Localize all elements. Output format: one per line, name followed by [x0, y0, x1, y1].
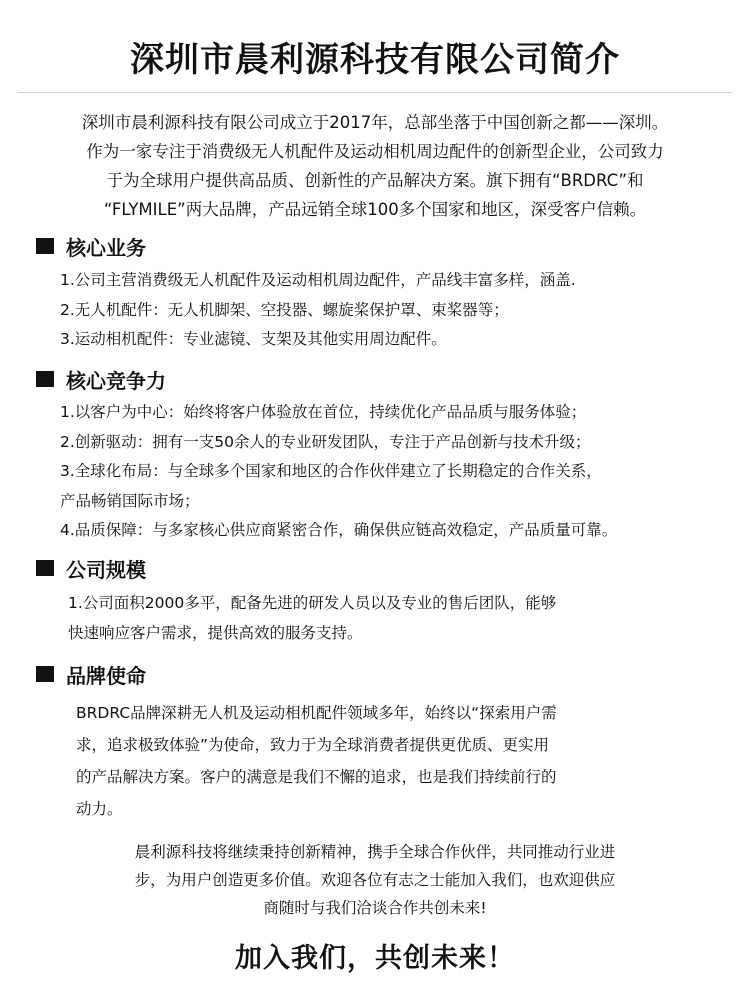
section-line: 1.公司主营消费级无人机配件及运动相机周边配件，产品线丰富多样，涵盖.	[60, 271, 576, 289]
section-line: 1.以客户为中心：始终将客户体验放在首位，持续优化产品品质与服务体验；	[60, 403, 587, 421]
section-line: 动力。	[76, 800, 123, 818]
closing-line: 商随时与我们洽谈合作共创未来!	[263, 899, 487, 917]
section-heading-brand-mission	[36, 659, 146, 689]
section-body-core-business	[60, 266, 576, 355]
section-line: BRDRC品牌深耕无人机及运动相机配件领域多年，始终以“探索用户需	[76, 704, 557, 722]
section-line: 2.无人机配件：无人机脚架、空投器、螺旋桨保护罩、束桨器等；	[60, 300, 509, 319]
square-bullet-icon	[36, 666, 54, 682]
intro-line: 深圳市晨利源科技有限公司成立于2017年，总部坐落于中国创新之都——深圳。	[81, 113, 669, 132]
section-line: 1.公司面积2000多平，配备先进的研发人员以及专业的售后团队，能够	[68, 594, 557, 612]
intro-line: 于为全球用户提供高品质、创新性的产品解决方案。旗下拥有“BRDRC”和	[106, 171, 644, 190]
section-heading-label: 公司规模	[66, 557, 146, 582]
slogan: 加入我们，共创未来！	[235, 943, 515, 974]
section-line: 4.品质保障：与多家核心供应商紧密合作，确保供应链高效稳定，产品质量可靠。	[60, 521, 618, 539]
closing-paragraph	[70, 838, 680, 922]
intro-line: 作为一家专注于消费级无人机配件及运动相机周边配件的创新型企业，公司致力	[86, 142, 664, 161]
section-heading-label: 核心竞争力	[66, 368, 166, 393]
square-bullet-icon	[36, 238, 54, 254]
section-body-brand-mission	[76, 697, 557, 825]
square-bullet-icon	[36, 371, 54, 387]
intro-line: “FLYMILE”两大品牌，产品远销全球100多个国家和地区，深受客户信赖。	[103, 200, 647, 219]
section-line: 产品畅销国际市场；	[60, 491, 200, 510]
section-line: 3.运动相机配件：专业滤镜、支架及其他实用周边配件。	[60, 330, 447, 348]
section-line: 的产品解决方案。客户的满意是我们不懈的追求，也是我们持续前行的	[76, 768, 557, 786]
section-heading-core-business	[36, 231, 146, 261]
section-line: 求，追求极致体验”为使命，致力于为全球消费者提供更优质、更实用	[76, 736, 550, 754]
square-bullet-icon	[36, 560, 54, 576]
page-title: 深圳市晨利源科技有限公司简介	[130, 40, 620, 80]
section-heading-label: 品牌使命	[66, 663, 146, 688]
section-body-core-competitiveness	[60, 398, 617, 546]
section-line: 3.全球化布局：与全球多个国家和地区的合作伙伴建立了长期稳定的合作关系，	[60, 462, 602, 480]
closing-line: 步，为用户创造更多价值。欢迎各位有志之士能加入我们，也欢迎供应	[134, 871, 616, 889]
title-divider	[18, 92, 732, 93]
intro-paragraph	[24, 108, 726, 224]
section-line: 快速响应客户需求，提供高效的服务支持。	[68, 623, 363, 642]
section-heading-core-competitiveness	[36, 364, 166, 394]
closing-line: 晨利源科技将继续秉持创新精神，携手全球合作伙伴，共同推动行业进	[134, 843, 616, 861]
section-heading-label: 核心业务	[66, 235, 146, 260]
section-line: 2.创新驱动：拥有一支50余人的专业研发团队，专注于产品创新与技术升级；	[60, 432, 591, 451]
section-body-company-scale	[68, 589, 556, 648]
section-heading-company-scale	[36, 553, 146, 583]
